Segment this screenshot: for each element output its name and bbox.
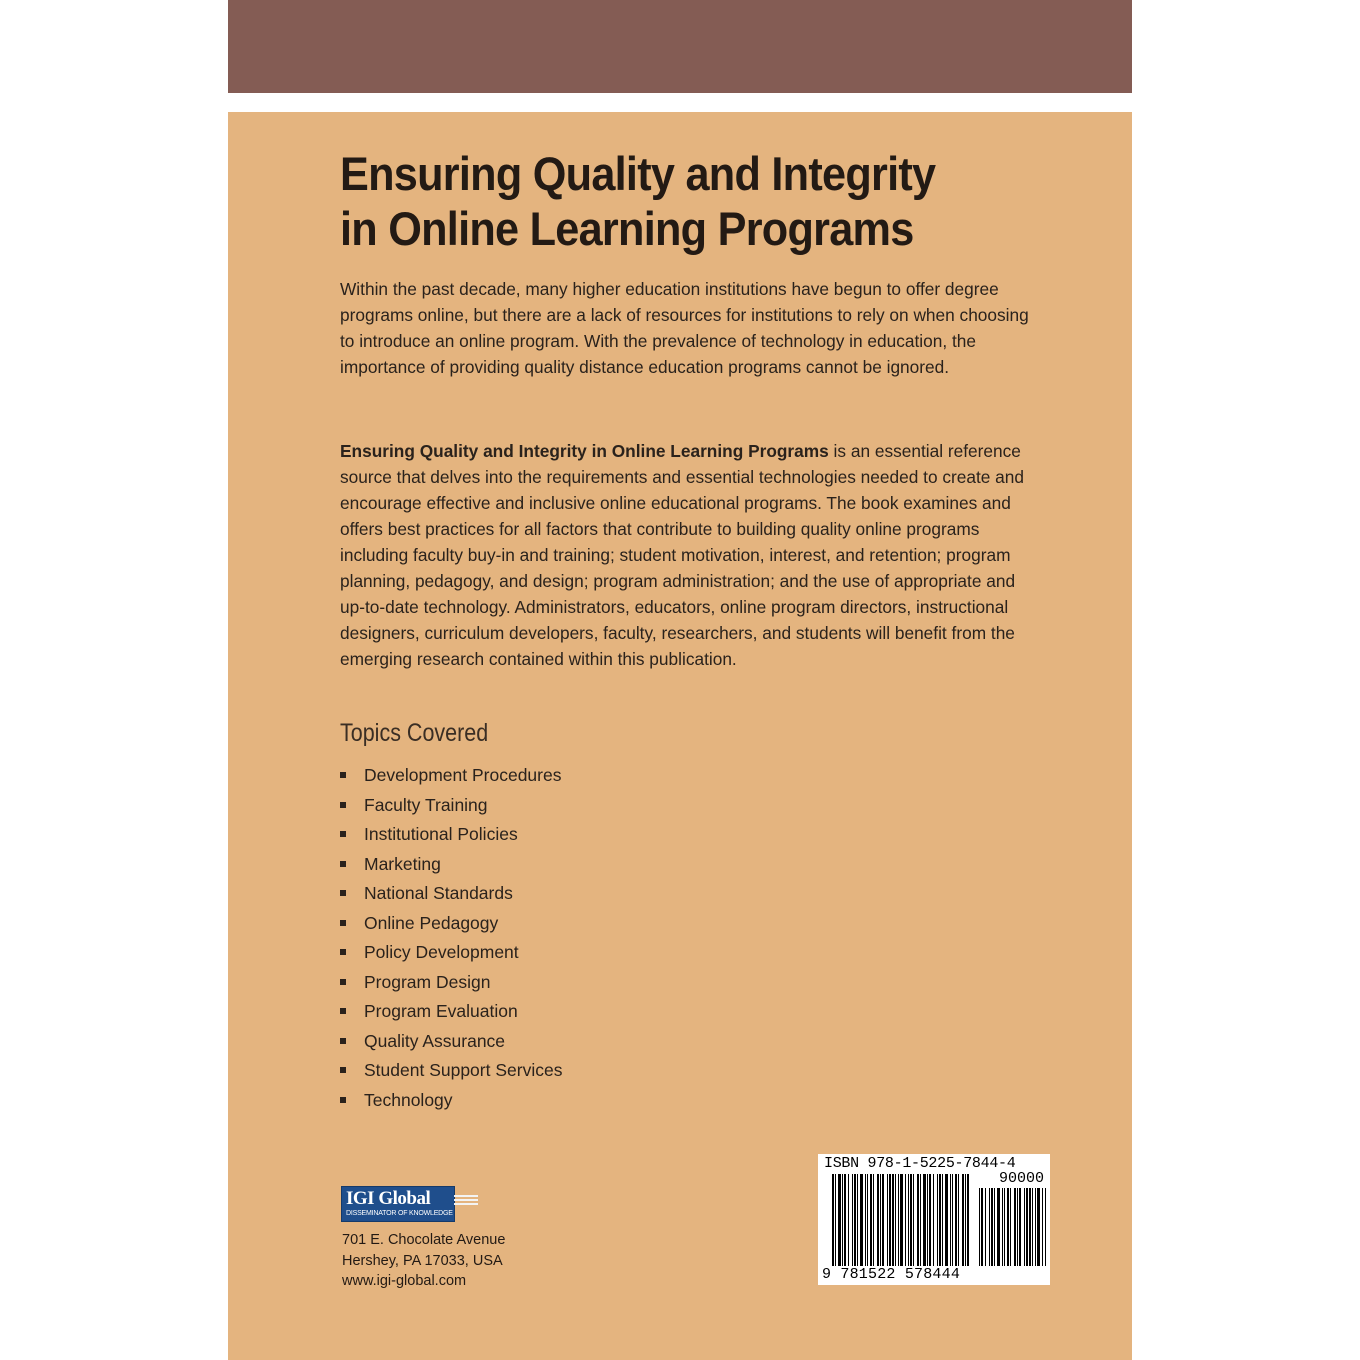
- barcode-addon-bar: [997, 1188, 1000, 1266]
- description-paragraph-2-text: is an essential reference source that delves into the requirements and essential technologies needed to create and encourage effective and inclusive online educational programs. The book examines and offers best practices for all factors that contribute to building quality online programs including faculty buy-in and training; student motivation, interest, and retention; program planning, pedagogy, and design; program administration; and the use of appropriate and up-to-date technology. Administrators, educators, online program directors, instructional designers, curriculum developers, faculty, researchers, and students will benefit from the emerging research contained within this publication.: [340, 441, 1025, 669]
- publisher-logo-tagline: DISSEMINATOR OF KNOWLEDGE: [346, 1210, 453, 1217]
- barcode-bar: [927, 1174, 928, 1266]
- barcode-addon-bar: [1017, 1188, 1018, 1266]
- barcode-bar: [917, 1174, 919, 1266]
- barcode-addon-bar: [981, 1188, 983, 1266]
- barcode-addon-bar: [989, 1188, 990, 1266]
- barcode-bar: [848, 1174, 849, 1266]
- barcode-bar: [920, 1174, 921, 1266]
- barcode-bar: [887, 1174, 888, 1266]
- barcode-bar: [900, 1174, 903, 1266]
- bullet-square-icon: [340, 920, 346, 926]
- barcode-bar: [880, 1174, 881, 1266]
- barcode-addon-bar: [991, 1188, 993, 1266]
- topics-heading: Topics Covered: [340, 719, 489, 747]
- bullet-square-icon: [340, 802, 346, 808]
- barcode-bar: [950, 1174, 951, 1266]
- barcode-bar: [923, 1174, 926, 1266]
- bullet-square-icon: [340, 1067, 346, 1073]
- barcode-bar: [955, 1174, 957, 1266]
- barcode-bar: [952, 1174, 953, 1266]
- barcode-addon-bar: [1042, 1188, 1043, 1266]
- list-item: Online Pedagogy: [340, 910, 562, 940]
- list-item: Policy Development: [340, 939, 562, 969]
- barcode-bar: [895, 1174, 896, 1266]
- bullet-square-icon: [340, 1008, 346, 1014]
- description-paragraph-2: [340, 438, 1030, 672]
- list-item: Faculty Training: [340, 792, 562, 822]
- address-line: Hershey, PA 17033, USA: [342, 1252, 503, 1269]
- barcode-bar: [892, 1174, 894, 1266]
- barcode-bar: [842, 1174, 843, 1266]
- bullet-square-icon: [340, 831, 346, 837]
- barcode-bar: [844, 1174, 846, 1266]
- publisher-address: [342, 1230, 505, 1292]
- list-item: Program Design: [340, 969, 562, 999]
- barcode-bar: [905, 1174, 906, 1266]
- barcode-bar: [937, 1174, 938, 1266]
- barcode-addon-bar: [1029, 1188, 1031, 1266]
- barcode-addon-code: 90000: [998, 1170, 1044, 1187]
- barcode-bar: [945, 1174, 948, 1266]
- barcode-bar: [873, 1174, 874, 1266]
- barcode-addon-bar: [979, 1188, 980, 1266]
- barcode-bar: [913, 1174, 914, 1266]
- barcode-bar: [962, 1174, 964, 1266]
- bullet-square-icon: [340, 1038, 346, 1044]
- bullet-square-icon: [340, 979, 346, 985]
- barcode-addon-bar: [1045, 1188, 1046, 1266]
- barcode-bar: [882, 1174, 884, 1266]
- barcode-bar: [942, 1174, 943, 1266]
- barcode-addon-bar: [1010, 1188, 1011, 1266]
- barcode-bar: [835, 1174, 836, 1266]
- list-item: Technology: [340, 1087, 562, 1117]
- barcode-addon-bar: [1026, 1188, 1028, 1266]
- barcode-bar: [908, 1174, 909, 1266]
- bullet-square-icon: [340, 949, 346, 955]
- barcode-bar: [910, 1174, 912, 1266]
- barcode-bar: [860, 1174, 863, 1266]
- publisher-logo-box: [341, 1186, 455, 1222]
- publisher-website: www.igi-global.com: [342, 1273, 467, 1289]
- topics-list: [340, 762, 562, 1116]
- barcode-bar: [965, 1174, 966, 1266]
- list-item: Development Procedures: [340, 762, 562, 792]
- barcode-bar: [838, 1174, 841, 1266]
- isbn-barcode: [818, 1154, 1050, 1285]
- description-title-bold: Ensuring Quality and Integrity in Online Learning Programs: [340, 441, 829, 461]
- barcode-bar: [933, 1174, 934, 1266]
- book-title-line-2: in Online Learning Programs: [340, 202, 914, 255]
- list-item: Marketing: [340, 851, 562, 881]
- barcode-addon-bar: [1032, 1188, 1033, 1266]
- back-cover: [228, 112, 1132, 1360]
- bullet-square-icon: [340, 772, 346, 778]
- barcode-addon-bar: [1002, 1188, 1003, 1266]
- bullet-square-icon: [340, 1097, 346, 1103]
- barcode-addon-bar: [1014, 1188, 1016, 1266]
- barcode-bar: [867, 1174, 868, 1266]
- barcode-bar: [852, 1174, 853, 1266]
- barcode-bar: [889, 1174, 891, 1266]
- barcode-number: 9 781522 578444: [822, 1266, 961, 1283]
- publisher-logo-name: IGI Global: [346, 1188, 431, 1209]
- description-paragraph-1: Within the past decade, many higher education institutions have begun to offer degree programs online, but there are a lack of resources for institutions to rely on when choosing to introduce an online program. With the prevalence of technology in education, the importance of providing quality distance education programs cannot be ignored.: [340, 279, 1029, 377]
- top-color-band: [228, 0, 1132, 93]
- list-item: Quality Assurance: [340, 1028, 562, 1058]
- barcode-bar: [958, 1174, 959, 1266]
- barcode-addon-bar: [1037, 1188, 1040, 1266]
- barcode-bar: [857, 1174, 858, 1266]
- barcode-bar: [870, 1174, 872, 1266]
- isbn-text: ISBN 978-1-5225-7844-4: [824, 1155, 1016, 1172]
- bullet-square-icon: [340, 890, 346, 896]
- barcode-bar: [929, 1174, 931, 1266]
- book-title-line-1: Ensuring Quality and Integrity: [340, 147, 936, 200]
- publisher-logo: [341, 1186, 481, 1224]
- address-line: 701 E. Chocolate Avenue: [342, 1232, 506, 1248]
- barcode-addon-bar: [1004, 1188, 1005, 1266]
- barcode-bar: [854, 1174, 856, 1266]
- list-item: Program Evaluation: [340, 998, 562, 1028]
- bullet-square-icon: [340, 861, 346, 867]
- barcode-addon-bar: [1035, 1188, 1036, 1266]
- list-item: Student Support Services: [340, 1057, 562, 1087]
- barcode-bar: [865, 1174, 866, 1266]
- barcode-bar: [877, 1174, 879, 1266]
- barcode-addon-bar: [985, 1188, 986, 1266]
- barcode-addon-bar: [1007, 1188, 1009, 1266]
- barcode-bar: [939, 1174, 941, 1266]
- barcode-bar: [832, 1174, 834, 1266]
- list-item: National Standards: [340, 880, 562, 910]
- barcode-addon-bar: [994, 1188, 995, 1266]
- barcode-bar: [967, 1174, 969, 1266]
- barcode-addon-bar: [1024, 1188, 1025, 1266]
- logo-speed-lines-icon: [454, 1195, 478, 1209]
- barcode-addon-bar: [1019, 1188, 1021, 1266]
- book-title: [340, 146, 984, 256]
- list-item: Institutional Policies: [340, 821, 562, 851]
- barcode-bar: [898, 1174, 899, 1266]
